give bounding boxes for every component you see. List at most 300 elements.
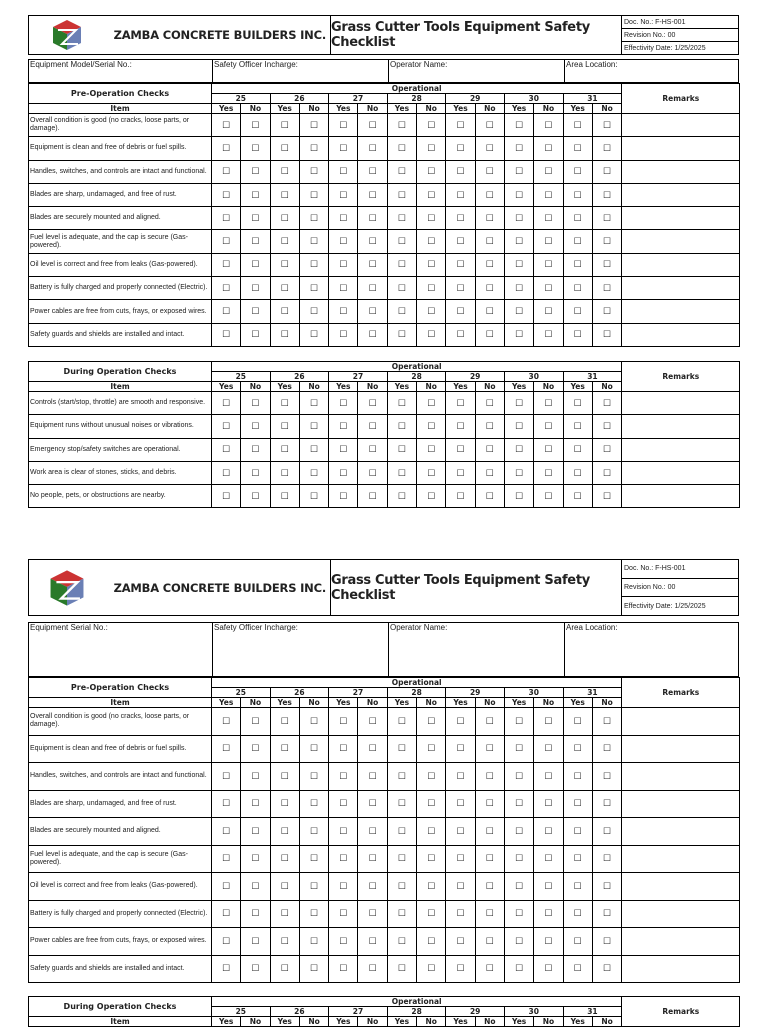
checkbox[interactable]: ☐ [592, 955, 621, 983]
checkbox[interactable]: ☐ [241, 845, 270, 873]
remarks-cell[interactable] [622, 955, 740, 983]
checkbox[interactable]: ☐ [299, 277, 328, 300]
checkbox[interactable]: ☐ [329, 114, 358, 137]
checkbox[interactable]: ☐ [534, 735, 563, 763]
checkbox[interactable]: ☐ [534, 928, 563, 956]
checkbox[interactable]: ☐ [387, 708, 416, 736]
checkbox[interactable]: ☐ [563, 230, 592, 253]
checkbox[interactable]: ☐ [563, 735, 592, 763]
checkbox[interactable]: ☐ [329, 230, 358, 253]
checkbox[interactable]: ☐ [212, 183, 241, 206]
checkbox[interactable]: ☐ [417, 323, 446, 346]
remarks-cell[interactable] [622, 114, 740, 137]
checkbox[interactable]: ☐ [299, 790, 328, 818]
checkbox[interactable]: ☐ [358, 438, 387, 461]
checkbox[interactable]: ☐ [270, 114, 299, 137]
remarks-cell[interactable] [622, 230, 740, 253]
checkbox[interactable]: ☐ [446, 818, 475, 846]
checkbox[interactable]: ☐ [212, 277, 241, 300]
checkbox[interactable]: ☐ [241, 955, 270, 983]
checkbox[interactable]: ☐ [417, 183, 446, 206]
checkbox[interactable]: ☐ [534, 415, 563, 438]
checkbox[interactable]: ☐ [241, 230, 270, 253]
checkbox[interactable]: ☐ [358, 790, 387, 818]
checkbox[interactable]: ☐ [475, 137, 504, 160]
checkbox[interactable]: ☐ [212, 300, 241, 323]
checkbox[interactable]: ☐ [504, 183, 533, 206]
checkbox[interactable]: ☐ [299, 392, 328, 415]
checkbox[interactable]: ☐ [212, 818, 241, 846]
checkbox[interactable]: ☐ [534, 114, 563, 137]
checkbox[interactable]: ☐ [504, 300, 533, 323]
checkbox[interactable]: ☐ [592, 845, 621, 873]
checkbox[interactable]: ☐ [387, 114, 416, 137]
checkbox[interactable]: ☐ [329, 763, 358, 791]
checkbox[interactable]: ☐ [475, 955, 504, 983]
checkbox[interactable]: ☐ [329, 137, 358, 160]
checkbox[interactable]: ☐ [270, 438, 299, 461]
checkbox[interactable]: ☐ [504, 160, 533, 183]
checkbox[interactable]: ☐ [563, 763, 592, 791]
checkbox[interactable]: ☐ [329, 845, 358, 873]
checkbox[interactable]: ☐ [446, 415, 475, 438]
checkbox[interactable]: ☐ [212, 461, 241, 484]
checkbox[interactable]: ☐ [358, 300, 387, 323]
checkbox[interactable]: ☐ [387, 485, 416, 508]
checkbox[interactable]: ☐ [504, 845, 533, 873]
remarks-cell[interactable] [622, 763, 740, 791]
checkbox[interactable]: ☐ [358, 277, 387, 300]
checkbox[interactable]: ☐ [592, 873, 621, 901]
remarks-cell[interactable] [622, 735, 740, 763]
checkbox[interactable]: ☐ [358, 735, 387, 763]
checkbox[interactable]: ☐ [299, 137, 328, 160]
checkbox[interactable]: ☐ [299, 845, 328, 873]
checkbox[interactable]: ☐ [534, 461, 563, 484]
checkbox[interactable]: ☐ [358, 845, 387, 873]
checkbox[interactable]: ☐ [417, 873, 446, 901]
checkbox[interactable]: ☐ [504, 928, 533, 956]
checkbox[interactable]: ☐ [504, 900, 533, 928]
checkbox[interactable]: ☐ [212, 900, 241, 928]
checkbox[interactable]: ☐ [358, 253, 387, 276]
checkbox[interactable]: ☐ [446, 790, 475, 818]
checkbox[interactable]: ☐ [504, 207, 533, 230]
checkbox[interactable]: ☐ [387, 845, 416, 873]
checkbox[interactable]: ☐ [592, 900, 621, 928]
checkbox[interactable]: ☐ [446, 955, 475, 983]
checkbox[interactable]: ☐ [241, 928, 270, 956]
checkbox[interactable]: ☐ [387, 137, 416, 160]
checkbox[interactable]: ☐ [212, 485, 241, 508]
checkbox[interactable]: ☐ [387, 253, 416, 276]
checkbox[interactable]: ☐ [563, 160, 592, 183]
checkbox[interactable]: ☐ [475, 928, 504, 956]
checkbox[interactable]: ☐ [504, 415, 533, 438]
checkbox[interactable]: ☐ [534, 955, 563, 983]
checkbox[interactable]: ☐ [417, 253, 446, 276]
checkbox[interactable]: ☐ [358, 230, 387, 253]
checkbox[interactable]: ☐ [417, 485, 446, 508]
checkbox[interactable]: ☐ [504, 253, 533, 276]
checkbox[interactable]: ☐ [212, 207, 241, 230]
checkbox[interactable]: ☐ [563, 708, 592, 736]
checkbox[interactable]: ☐ [417, 735, 446, 763]
remarks-cell[interactable] [622, 415, 740, 438]
checkbox[interactable]: ☐ [329, 790, 358, 818]
checkbox[interactable]: ☐ [446, 207, 475, 230]
remarks-cell[interactable] [622, 900, 740, 928]
remarks-cell[interactable] [622, 160, 740, 183]
checkbox[interactable]: ☐ [534, 160, 563, 183]
checkbox[interactable]: ☐ [387, 900, 416, 928]
checkbox[interactable]: ☐ [212, 137, 241, 160]
checkbox[interactable]: ☐ [446, 323, 475, 346]
checkbox[interactable]: ☐ [534, 438, 563, 461]
checkbox[interactable]: ☐ [241, 708, 270, 736]
checkbox[interactable]: ☐ [475, 415, 504, 438]
checkbox[interactable]: ☐ [592, 230, 621, 253]
checkbox[interactable]: ☐ [387, 415, 416, 438]
checkbox[interactable]: ☐ [417, 277, 446, 300]
remarks-cell[interactable] [622, 207, 740, 230]
checkbox[interactable]: ☐ [212, 873, 241, 901]
checkbox[interactable]: ☐ [358, 873, 387, 901]
checkbox[interactable]: ☐ [241, 900, 270, 928]
checkbox[interactable]: ☐ [270, 955, 299, 983]
checkbox[interactable]: ☐ [446, 438, 475, 461]
checkbox[interactable]: ☐ [446, 183, 475, 206]
checkbox[interactable]: ☐ [563, 873, 592, 901]
checkbox[interactable]: ☐ [446, 253, 475, 276]
checkbox[interactable]: ☐ [417, 300, 446, 323]
checkbox[interactable]: ☐ [563, 900, 592, 928]
checkbox[interactable]: ☐ [504, 873, 533, 901]
checkbox[interactable]: ☐ [417, 438, 446, 461]
checkbox[interactable]: ☐ [387, 160, 416, 183]
checkbox[interactable]: ☐ [446, 137, 475, 160]
checkbox[interactable]: ☐ [563, 790, 592, 818]
checkbox[interactable]: ☐ [329, 207, 358, 230]
checkbox[interactable]: ☐ [241, 818, 270, 846]
checkbox[interactable]: ☐ [387, 735, 416, 763]
checkbox[interactable]: ☐ [358, 160, 387, 183]
checkbox[interactable]: ☐ [299, 708, 328, 736]
checkbox[interactable]: ☐ [270, 392, 299, 415]
checkbox[interactable]: ☐ [592, 300, 621, 323]
checkbox[interactable]: ☐ [241, 735, 270, 763]
checkbox[interactable]: ☐ [446, 928, 475, 956]
checkbox[interactable]: ☐ [358, 137, 387, 160]
checkbox[interactable]: ☐ [299, 763, 328, 791]
checkbox[interactable]: ☐ [358, 207, 387, 230]
checkbox[interactable]: ☐ [592, 415, 621, 438]
checkbox[interactable]: ☐ [592, 323, 621, 346]
checkbox[interactable]: ☐ [299, 253, 328, 276]
checkbox[interactable]: ☐ [504, 438, 533, 461]
checkbox[interactable]: ☐ [504, 735, 533, 763]
checkbox[interactable]: ☐ [446, 900, 475, 928]
checkbox[interactable]: ☐ [358, 928, 387, 956]
checkbox[interactable]: ☐ [329, 818, 358, 846]
checkbox[interactable]: ☐ [534, 845, 563, 873]
officer-field[interactable]: Safety Officer Incharge: [213, 623, 389, 676]
remarks-cell[interactable] [622, 277, 740, 300]
checkbox[interactable]: ☐ [417, 137, 446, 160]
checkbox[interactable]: ☐ [212, 438, 241, 461]
checkbox[interactable]: ☐ [329, 708, 358, 736]
checkbox[interactable]: ☐ [475, 300, 504, 323]
checkbox[interactable]: ☐ [241, 323, 270, 346]
checkbox[interactable]: ☐ [387, 790, 416, 818]
checkbox[interactable]: ☐ [504, 818, 533, 846]
checkbox[interactable]: ☐ [358, 818, 387, 846]
checkbox[interactable]: ☐ [299, 207, 328, 230]
checkbox[interactable]: ☐ [592, 818, 621, 846]
checkbox[interactable]: ☐ [387, 323, 416, 346]
checkbox[interactable]: ☐ [358, 392, 387, 415]
checkbox[interactable]: ☐ [475, 160, 504, 183]
checkbox[interactable]: ☐ [475, 323, 504, 346]
checkbox[interactable]: ☐ [212, 114, 241, 137]
checkbox[interactable]: ☐ [534, 790, 563, 818]
checkbox[interactable]: ☐ [329, 461, 358, 484]
remarks-cell[interactable] [622, 300, 740, 323]
checkbox[interactable]: ☐ [475, 277, 504, 300]
remarks-cell[interactable] [622, 708, 740, 736]
checkbox[interactable]: ☐ [270, 900, 299, 928]
checkbox[interactable]: ☐ [241, 160, 270, 183]
checkbox[interactable]: ☐ [270, 277, 299, 300]
checkbox[interactable]: ☐ [241, 485, 270, 508]
checkbox[interactable]: ☐ [387, 955, 416, 983]
operator-field[interactable]: Operator Name: [389, 623, 565, 676]
checkbox[interactable]: ☐ [299, 438, 328, 461]
checkbox[interactable]: ☐ [212, 845, 241, 873]
checkbox[interactable]: ☐ [387, 392, 416, 415]
checkbox[interactable]: ☐ [212, 928, 241, 956]
checkbox[interactable]: ☐ [358, 708, 387, 736]
checkbox[interactable]: ☐ [475, 818, 504, 846]
checkbox[interactable]: ☐ [358, 183, 387, 206]
checkbox[interactable]: ☐ [212, 160, 241, 183]
checkbox[interactable]: ☐ [299, 928, 328, 956]
checkbox[interactable]: ☐ [241, 183, 270, 206]
checkbox[interactable]: ☐ [417, 955, 446, 983]
checkbox[interactable]: ☐ [417, 928, 446, 956]
checkbox[interactable]: ☐ [329, 873, 358, 901]
checkbox[interactable]: ☐ [592, 438, 621, 461]
checkbox[interactable]: ☐ [212, 392, 241, 415]
checkbox[interactable]: ☐ [592, 735, 621, 763]
checkbox[interactable]: ☐ [417, 845, 446, 873]
checkbox[interactable]: ☐ [504, 277, 533, 300]
checkbox[interactable]: ☐ [358, 114, 387, 137]
checkbox[interactable]: ☐ [299, 818, 328, 846]
remarks-cell[interactable] [622, 253, 740, 276]
checkbox[interactable]: ☐ [475, 708, 504, 736]
checkbox[interactable]: ☐ [299, 415, 328, 438]
checkbox[interactable]: ☐ [241, 790, 270, 818]
checkbox[interactable]: ☐ [446, 485, 475, 508]
checkbox[interactable]: ☐ [417, 708, 446, 736]
checkbox[interactable]: ☐ [387, 873, 416, 901]
checkbox[interactable]: ☐ [270, 708, 299, 736]
checkbox[interactable]: ☐ [270, 207, 299, 230]
checkbox[interactable]: ☐ [475, 392, 504, 415]
remarks-cell[interactable] [622, 323, 740, 346]
equipment-field[interactable]: Equipment Model/Serial No.: [29, 60, 213, 82]
checkbox[interactable]: ☐ [475, 763, 504, 791]
checkbox[interactable]: ☐ [563, 818, 592, 846]
checkbox[interactable]: ☐ [241, 277, 270, 300]
checkbox[interactable]: ☐ [270, 763, 299, 791]
checkbox[interactable]: ☐ [592, 183, 621, 206]
checkbox[interactable]: ☐ [563, 137, 592, 160]
checkbox[interactable]: ☐ [563, 928, 592, 956]
checkbox[interactable]: ☐ [358, 415, 387, 438]
checkbox[interactable]: ☐ [592, 277, 621, 300]
checkbox[interactable]: ☐ [270, 323, 299, 346]
checkbox[interactable]: ☐ [299, 735, 328, 763]
checkbox[interactable]: ☐ [329, 438, 358, 461]
checkbox[interactable]: ☐ [299, 230, 328, 253]
checkbox[interactable]: ☐ [212, 323, 241, 346]
checkbox[interactable]: ☐ [446, 277, 475, 300]
checkbox[interactable]: ☐ [534, 763, 563, 791]
checkbox[interactable]: ☐ [329, 415, 358, 438]
checkbox[interactable]: ☐ [534, 873, 563, 901]
checkbox[interactable]: ☐ [358, 955, 387, 983]
checkbox[interactable]: ☐ [299, 114, 328, 137]
checkbox[interactable]: ☐ [212, 253, 241, 276]
checkbox[interactable]: ☐ [241, 763, 270, 791]
checkbox[interactable]: ☐ [329, 323, 358, 346]
checkbox[interactable]: ☐ [563, 207, 592, 230]
checkbox[interactable]: ☐ [387, 928, 416, 956]
checkbox[interactable]: ☐ [504, 461, 533, 484]
checkbox[interactable]: ☐ [592, 207, 621, 230]
remarks-cell[interactable] [622, 485, 740, 508]
checkbox[interactable]: ☐ [358, 763, 387, 791]
checkbox[interactable]: ☐ [504, 392, 533, 415]
checkbox[interactable]: ☐ [241, 253, 270, 276]
remarks-cell[interactable] [622, 137, 740, 160]
checkbox[interactable]: ☐ [387, 277, 416, 300]
area-field[interactable]: Area Location: [566, 623, 618, 632]
checkbox[interactable]: ☐ [475, 735, 504, 763]
checkbox[interactable]: ☐ [358, 485, 387, 508]
checkbox[interactable]: ☐ [212, 735, 241, 763]
checkbox[interactable]: ☐ [299, 160, 328, 183]
checkbox[interactable]: ☐ [475, 438, 504, 461]
checkbox[interactable]: ☐ [446, 708, 475, 736]
checkbox[interactable]: ☐ [504, 114, 533, 137]
checkbox[interactable]: ☐ [592, 763, 621, 791]
checkbox[interactable]: ☐ [563, 392, 592, 415]
checkbox[interactable]: ☐ [446, 114, 475, 137]
remarks-cell[interactable] [622, 873, 740, 901]
checkbox[interactable]: ☐ [417, 207, 446, 230]
checkbox[interactable]: ☐ [299, 900, 328, 928]
checkbox[interactable]: ☐ [592, 928, 621, 956]
checkbox[interactable]: ☐ [446, 873, 475, 901]
checkbox[interactable]: ☐ [417, 900, 446, 928]
checkbox[interactable]: ☐ [270, 415, 299, 438]
remarks-cell[interactable] [622, 461, 740, 484]
checkbox[interactable]: ☐ [592, 461, 621, 484]
checkbox[interactable]: ☐ [299, 955, 328, 983]
checkbox[interactable]: ☐ [563, 415, 592, 438]
checkbox[interactable]: ☐ [534, 207, 563, 230]
checkbox[interactable]: ☐ [417, 160, 446, 183]
checkbox[interactable]: ☐ [417, 818, 446, 846]
checkbox[interactable]: ☐ [563, 183, 592, 206]
checkbox[interactable]: ☐ [446, 230, 475, 253]
checkbox[interactable]: ☐ [592, 253, 621, 276]
checkbox[interactable]: ☐ [387, 438, 416, 461]
checkbox[interactable]: ☐ [241, 461, 270, 484]
checkbox[interactable]: ☐ [329, 928, 358, 956]
checkbox[interactable]: ☐ [475, 230, 504, 253]
checkbox[interactable]: ☐ [563, 277, 592, 300]
checkbox[interactable]: ☐ [329, 900, 358, 928]
checkbox[interactable]: ☐ [212, 415, 241, 438]
checkbox[interactable]: ☐ [387, 461, 416, 484]
checkbox[interactable]: ☐ [563, 461, 592, 484]
checkbox[interactable]: ☐ [592, 708, 621, 736]
checkbox[interactable]: ☐ [592, 790, 621, 818]
equipment-field[interactable]: Equipment Serial No.: [29, 623, 213, 676]
checkbox[interactable]: ☐ [417, 230, 446, 253]
checkbox[interactable]: ☐ [270, 253, 299, 276]
checkbox[interactable]: ☐ [299, 183, 328, 206]
checkbox[interactable]: ☐ [534, 818, 563, 846]
checkbox[interactable]: ☐ [446, 763, 475, 791]
checkbox[interactable]: ☐ [299, 461, 328, 484]
remarks-cell[interactable] [622, 183, 740, 206]
remarks-cell[interactable] [622, 438, 740, 461]
checkbox[interactable]: ☐ [563, 845, 592, 873]
checkbox[interactable]: ☐ [387, 300, 416, 323]
operator-field[interactable]: Operator Name: [389, 60, 565, 82]
checkbox[interactable]: ☐ [417, 415, 446, 438]
checkbox[interactable]: ☐ [563, 323, 592, 346]
checkbox[interactable]: ☐ [329, 160, 358, 183]
checkbox[interactable]: ☐ [417, 763, 446, 791]
checkbox[interactable]: ☐ [534, 137, 563, 160]
checkbox[interactable]: ☐ [475, 207, 504, 230]
checkbox[interactable]: ☐ [270, 461, 299, 484]
checkbox[interactable]: ☐ [534, 253, 563, 276]
checkbox[interactable]: ☐ [504, 137, 533, 160]
checkbox[interactable]: ☐ [563, 438, 592, 461]
officer-field[interactable]: Safety Officer Incharge: [213, 60, 389, 82]
remarks-cell[interactable] [622, 392, 740, 415]
checkbox[interactable]: ☐ [241, 207, 270, 230]
checkbox[interactable]: ☐ [534, 900, 563, 928]
remarks-cell[interactable] [622, 818, 740, 846]
checkbox[interactable]: ☐ [534, 277, 563, 300]
checkbox[interactable]: ☐ [592, 485, 621, 508]
checkbox[interactable]: ☐ [329, 735, 358, 763]
checkbox[interactable]: ☐ [592, 392, 621, 415]
checkbox[interactable]: ☐ [299, 300, 328, 323]
checkbox[interactable]: ☐ [475, 114, 504, 137]
checkbox[interactable]: ☐ [475, 485, 504, 508]
checkbox[interactable]: ☐ [241, 873, 270, 901]
remarks-cell[interactable] [622, 928, 740, 956]
